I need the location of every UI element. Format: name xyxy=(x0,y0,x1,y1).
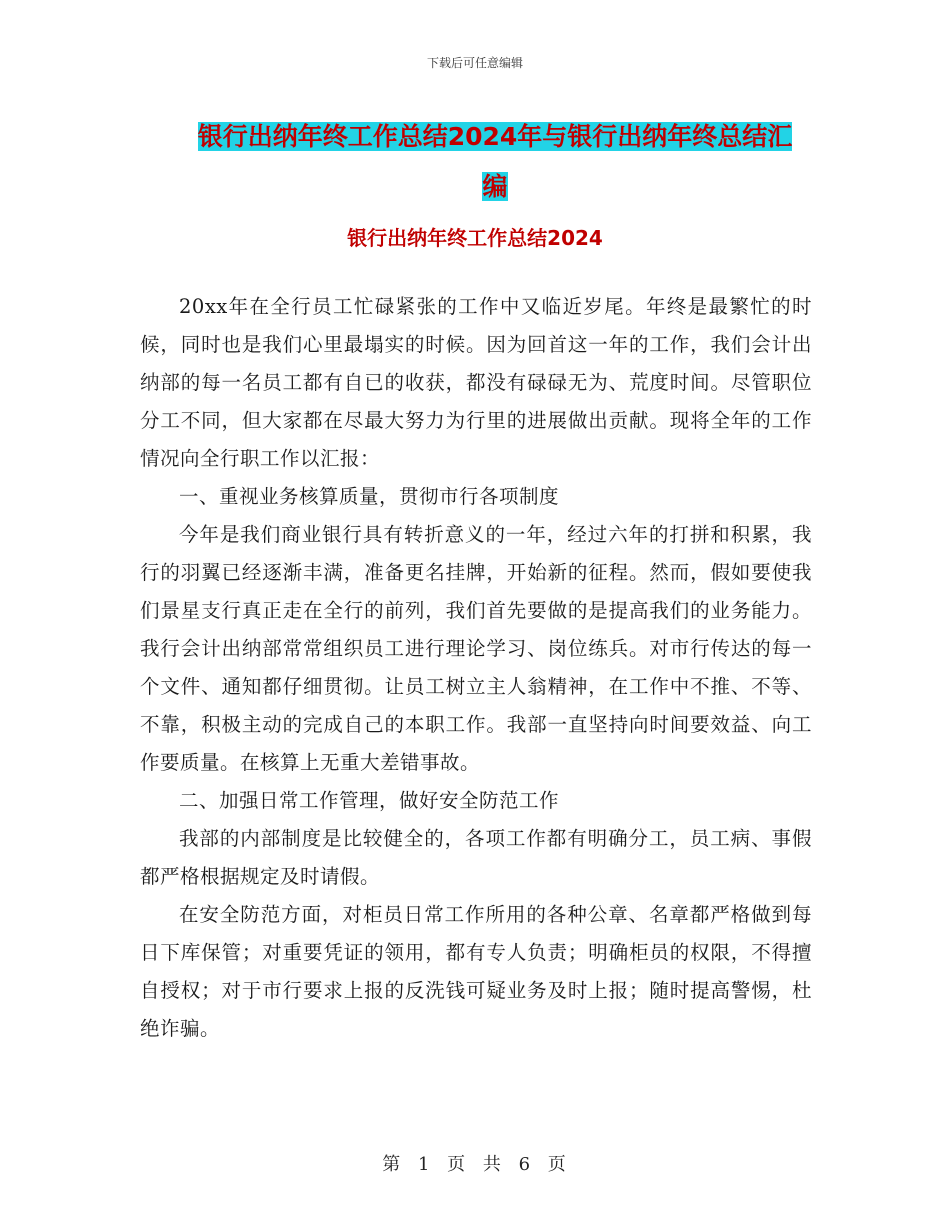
footer-page-mid: 页 xyxy=(447,1154,468,1175)
footer-total-pages: 6 xyxy=(518,1154,533,1175)
heading-two: 二、加强日常工作管理，做好安全防范工作 xyxy=(179,789,560,812)
paragraph-intro: 20xx年在全行员工忙碌紧张的工作中又临近岁尾。年终是最繁忙的时候，同时也是我们心里最塌实的时候。因为回首这一年的工作，我们会计出纳部的每一名员工都有自已的收获，都没有碌碌无为、荒度时间。尽管职位分工不同，但大家都在尽最大努力为行里的进展做出贡献。现将全年的工作情况向全行职工作以汇报： xyxy=(140,295,812,470)
heading-one: 一、重视业务核算质量，贯彻市行各项制度 xyxy=(179,485,560,508)
paragraph-security: 在安全防范方面，对柜员日常工作所用的各种公章、名章都严格做到每日下库保管；对重要凭证的领用，都有专人负责；明确柜员的权限，不得擅自授权；对于市行要求上报的反洗钱可疑业务及时上报；随时提高警惕，杜绝诈骗。 xyxy=(140,903,812,1040)
page-footer xyxy=(0,1150,950,1176)
section-title: 银行出纳年终工作总结2024 xyxy=(347,226,603,250)
footer-page-number: 1 xyxy=(417,1154,432,1175)
header-note: 下载后可任意编辑 xyxy=(426,56,523,70)
paragraph-business-quality: 今年是我们商业银行具有转折意义的一年，经过六年的打拼和积累，我行的羽翼已经逐渐丰满，准备更名挂牌，开始新的征程。然而，假如要使我们景星支行真正走在全行的前列，我们首先要做的是提高我们的业务能力。我行会计出纳部常常组织员工进行理论学习、岗位练兵。对市行传达的每一个文件、通知都仔细贯彻。让员工树立主人翁精神，在工作中不推、不等、不靠，积极主动的完成自己的本职工作。我部一直坚持向时间要效益、向工作要质量。在核算上无重大差错事故。 xyxy=(140,523,812,774)
paragraph-internal-rules: 我部的内部制度是比较健全的，各项工作都有明确分工，员工病、事假都严格根据规定及时请假。 xyxy=(140,827,812,888)
footer-page-prefix: 第 xyxy=(382,1154,403,1175)
document-title-line2: 编 xyxy=(482,172,508,201)
document-title-line1: 银行出纳年终工作总结2024年与银行出纳年终总结汇 xyxy=(197,122,793,151)
document-body xyxy=(140,288,812,1048)
footer-page-suffix: 页 xyxy=(547,1154,568,1175)
document-title xyxy=(150,112,840,212)
footer-total-prefix: 共 xyxy=(482,1154,503,1175)
